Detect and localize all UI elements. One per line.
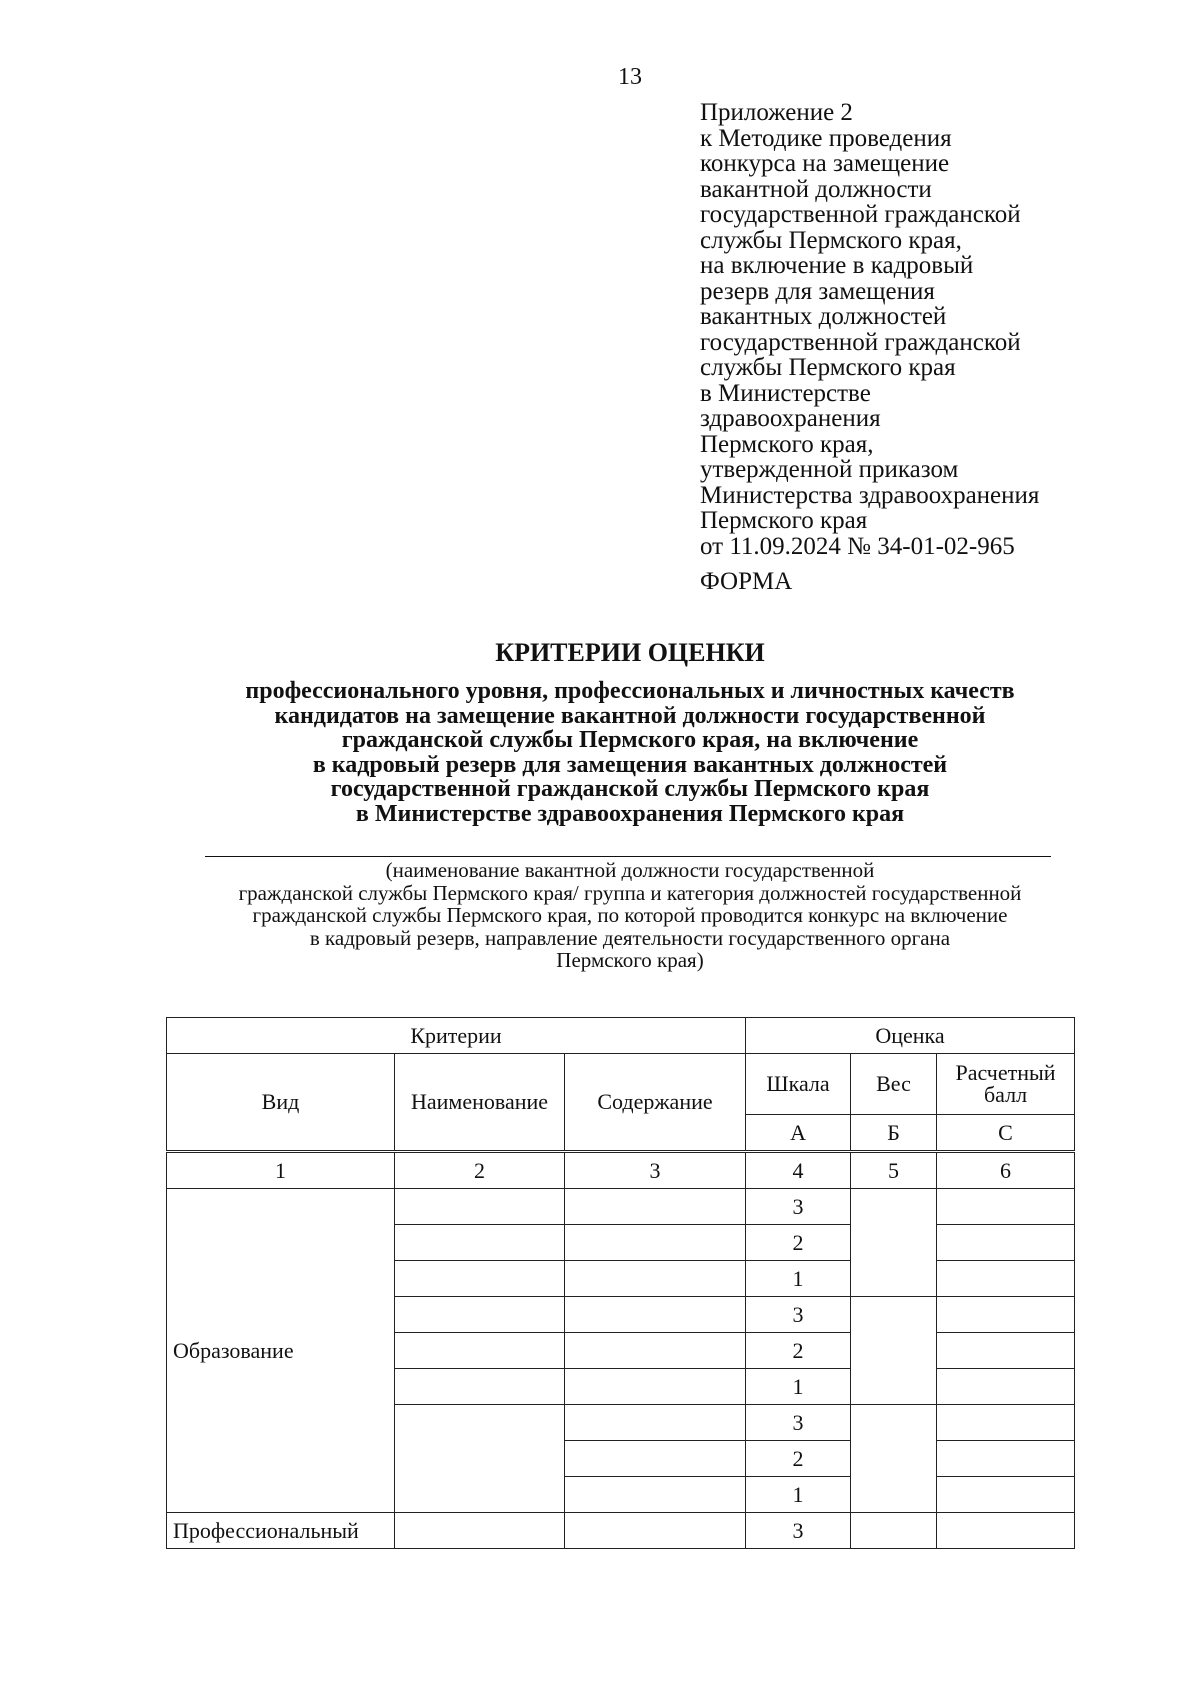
appendix-line: здравоохранения (700, 405, 881, 432)
score-cell[interactable] (937, 1441, 1075, 1477)
content-cell[interactable] (565, 1333, 746, 1369)
appendix-line: Приложение 2 (700, 99, 853, 126)
appendix-line: вакантной должности (700, 175, 932, 203)
appendix-line: Пермского края, (700, 430, 874, 458)
page-number: 13 (618, 64, 642, 90)
score-cell[interactable] (937, 1261, 1075, 1297)
appendix-line: от 11.09.2024 № 34-01-02-965 (700, 532, 1015, 560)
appendix-line: в Министерстве (700, 379, 871, 407)
position-note (150, 859, 1110, 972)
subtitle-line: в кадровый резерв для замещения вакантных должностей (312, 751, 948, 778)
content-cell[interactable] (565, 1513, 746, 1549)
score-cell[interactable] (937, 1369, 1075, 1405)
weight-cell[interactable] (851, 1189, 937, 1297)
weight-cell[interactable] (851, 1513, 937, 1549)
header-letter-c: С (937, 1115, 1075, 1152)
content-cell[interactable] (565, 1261, 746, 1297)
column-number: 6 (937, 1152, 1075, 1189)
score-cell[interactable] (937, 1189, 1075, 1225)
position-note-line: в кадровый резерв, направление деятельности государственного органа (309, 925, 951, 950)
content-cell[interactable] (565, 1225, 746, 1261)
weight-cell[interactable] (851, 1297, 937, 1405)
name-cell[interactable] (395, 1225, 565, 1261)
subtitle-line: кандидатов на замещение вакантной должности государственной (274, 702, 986, 729)
weight-cell[interactable] (851, 1405, 937, 1513)
criterion-education: Образование (167, 1189, 395, 1513)
criteria-table (166, 1017, 1075, 1549)
appendix-line: государственной гражданской (700, 328, 1021, 356)
header-score: Расчетный балл (937, 1054, 1075, 1115)
column-number-row (167, 1152, 1075, 1189)
content-cell[interactable] (565, 1189, 746, 1225)
form-label: ФОРМА (700, 568, 793, 595)
position-note-line: (наименование вакантной должности государственной (385, 858, 875, 882)
header-letter-a: А (746, 1115, 851, 1152)
appendix-line: государственной гражданской (700, 201, 1021, 228)
score-cell[interactable] (937, 1225, 1075, 1261)
column-number: 2 (395, 1152, 565, 1189)
appendix-line: службы Пермского края (700, 354, 956, 381)
score-cell[interactable] (937, 1405, 1075, 1441)
header-assessment: Оценка (746, 1018, 1075, 1054)
name-cell[interactable] (395, 1189, 565, 1225)
position-note-line: гражданской службы Пермского края/ группа и категория должностей государственной (238, 880, 1022, 905)
position-note-line: Пермского края) (556, 948, 704, 972)
score-cell[interactable] (937, 1477, 1075, 1513)
appendix-line: резерв для замещения (700, 277, 935, 305)
scale-cell: 3 (746, 1513, 851, 1549)
header-scale: Шкала (746, 1054, 851, 1115)
table-header-row (167, 1054, 1075, 1115)
name-cell[interactable] (395, 1405, 565, 1513)
appendix-line: службы Пермского края, (700, 226, 962, 254)
header-vid: Вид (167, 1054, 395, 1152)
table-row (167, 1189, 1075, 1225)
subtitle-line: государственной гражданской службы Пермского края (330, 776, 930, 802)
header-name: Наименование (395, 1054, 565, 1152)
scale-cell: 3 (746, 1297, 851, 1333)
position-note-line: гражданской службы Пермского края, по которой проводится конкурс на включение (252, 903, 1008, 927)
header-content: Содержание (565, 1054, 746, 1152)
score-cell[interactable] (937, 1513, 1075, 1549)
appendix-line: конкурса на замещение (700, 150, 950, 177)
content-cell[interactable] (565, 1369, 746, 1405)
appendix-header (700, 100, 1180, 559)
scale-cell: 1 (746, 1477, 851, 1513)
content-cell[interactable] (565, 1477, 746, 1513)
scale-cell: 2 (746, 1441, 851, 1477)
appendix-line: к Методике проведения (700, 124, 952, 152)
appendix-line: Министерства здравоохранения (700, 481, 1040, 509)
scale-cell: 3 (746, 1189, 851, 1225)
score-cell[interactable] (937, 1333, 1075, 1369)
name-cell[interactable] (395, 1513, 565, 1549)
appendix-line: на включение в кадровый (700, 252, 974, 279)
content-cell[interactable] (565, 1405, 746, 1441)
document-subtitle (160, 679, 1100, 826)
column-number: 3 (565, 1152, 746, 1189)
appendix-line: вакантных должностей (700, 303, 947, 330)
position-fill-line[interactable] (205, 856, 1051, 857)
header-weight: Вес (851, 1054, 937, 1115)
column-number: 1 (167, 1152, 395, 1189)
scale-cell: 1 (746, 1261, 851, 1297)
name-cell[interactable] (395, 1261, 565, 1297)
appendix-line: Пермского края (700, 507, 868, 534)
scale-cell: 2 (746, 1225, 851, 1261)
name-cell[interactable] (395, 1297, 565, 1333)
content-cell[interactable] (565, 1297, 746, 1333)
header-letter-b: Б (851, 1115, 937, 1152)
name-cell[interactable] (395, 1369, 565, 1405)
subtitle-line: в Министерстве здравоохранения Пермского края (355, 800, 905, 827)
subtitle-line: гражданской службы Пермского края, на включение (341, 727, 919, 753)
table-row (167, 1513, 1075, 1549)
scale-cell: 1 (746, 1369, 851, 1405)
table-header-row (167, 1018, 1075, 1054)
column-number: 5 (851, 1152, 937, 1189)
scale-cell: 2 (746, 1333, 851, 1369)
document-title: КРИТЕРИИ ОЦЕНКИ (495, 638, 765, 667)
scale-cell: 3 (746, 1405, 851, 1441)
header-criteria: Критерии (167, 1018, 746, 1054)
appendix-line: утвержденной приказом (700, 456, 959, 483)
subtitle-line: профессионального уровня, профессиональных и личностных качеств (245, 678, 1015, 704)
name-cell[interactable] (395, 1333, 565, 1369)
score-cell[interactable] (937, 1297, 1075, 1333)
content-cell[interactable] (565, 1441, 746, 1477)
criterion-professional: Профессиональный (167, 1513, 395, 1549)
column-number: 4 (746, 1152, 851, 1189)
